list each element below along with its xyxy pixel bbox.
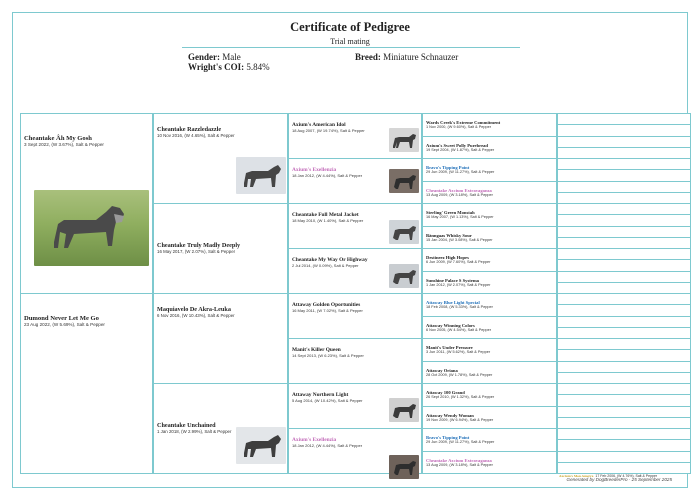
ancestor-name: Maquiavelo De Akra-Leuka — [157, 306, 231, 313]
ancestor-name: Cheantake Unchained — [157, 422, 216, 429]
ancestor-details: 18 Feb 2008, (W 5.33%), Salt & Pepper — [426, 305, 493, 309]
gen2-ancestor-cell[interactable] — [153, 203, 288, 294]
dog-photo-6 — [389, 398, 419, 422]
gen3-ancestor-cell[interactable] — [288, 338, 422, 384]
ancestor-name: Cheantake Axcium Extravaganza — [426, 457, 492, 463]
gen3-ancestor-cell[interactable] — [288, 293, 422, 339]
ancestor-name: Bänngaas Whisky Sour — [426, 232, 472, 238]
ancestor-name: Attaway Golden Oportunities — [292, 302, 361, 308]
gender-label: Gender: — [188, 52, 220, 62]
ancestor-details: 1 Nov 2000, (W 9.60%), Salt & Pepper — [426, 125, 492, 129]
breed-value: Miniature Schnauzer — [383, 52, 459, 62]
gen4-ancestor-cell[interactable] — [422, 113, 557, 137]
gen5-ancestor-cell[interactable] — [557, 462, 691, 478]
breed-row — [355, 52, 458, 62]
ancestor-details: 26 Sept 2010, (W 1.32%), Salt & Pepper — [426, 395, 495, 399]
coi-label: Wright's COI: — [188, 62, 245, 72]
page-title: Certificate of Pedigree — [290, 20, 410, 34]
coi-value: 5.84% — [246, 62, 270, 72]
ancestor-name: Cheantake My Way Or Highway — [292, 257, 368, 263]
gen4-ancestor-cell[interactable] — [422, 271, 557, 295]
ancestor-name: Cheantake Âh My Gosh — [24, 135, 92, 142]
gen4-ancestor-cell[interactable] — [422, 136, 557, 160]
ancestor-details: 17 Feb 2006, (W 4.76%), Salt & Pepper — [595, 473, 658, 478]
gen2-ancestor-cell[interactable] — [153, 293, 288, 384]
ancestor-details: 18 Jan 2012, (W 4.44%), Salt & Pepper — [292, 173, 363, 178]
ancestor-details: 18 May 2010, (W 1.40%), Salt & Pepper — [292, 218, 364, 223]
ancestor-details: 14 Sept 2013, (W 6.23%), Salt & Pepper — [292, 353, 364, 358]
gen4-ancestor-cell[interactable] — [422, 316, 557, 340]
ancestor-details: 6 Nov 2016, (W 10.43%), Salt & Pepper — [157, 313, 235, 318]
ancestor-name: Cheantake Truly Madly Deeply — [157, 242, 241, 249]
ancestor-name: Attaway Blue Light Special — [426, 300, 480, 305]
ancestor-details: 1 Jan 2012, (W 2.07%), Salt & Pepper — [426, 282, 491, 287]
dog-photo-2 — [389, 128, 419, 152]
gen4-ancestor-cell[interactable] — [422, 293, 557, 317]
dog-photo-4 — [389, 220, 419, 244]
ancestor-name: Cheantake Full Metal Jacket — [292, 212, 359, 218]
dog-photo-sire — [34, 190, 149, 266]
header-divider — [182, 47, 520, 48]
ancestor-details: 28 Oct 2009, (W 1.78%), Salt & Pepper — [426, 372, 493, 377]
ancestor-name: Wards Creek's Extreme Commitment — [426, 120, 501, 125]
dog-photo-5 — [389, 264, 419, 288]
gender-value: Male — [222, 52, 241, 62]
ancestor-name: Attaway Northern Light — [292, 392, 349, 398]
schnauzer-silhouette-icon — [34, 190, 149, 266]
coi-row — [188, 62, 270, 72]
ancestor-name: Axcium's Mon Amerra — [559, 473, 594, 478]
gen4-ancestor-cell[interactable] — [422, 203, 557, 227]
ancestor-details: 10 Nov 2016, (W 4.65%), Salt & Pepper — [157, 133, 235, 138]
ancestor-name: Dumond Never Let Me Go — [24, 315, 99, 322]
ancestor-details: 16 May 2017, (W 2.07%), Salt & Pepper — [157, 249, 236, 254]
gen4-ancestor-cell[interactable] — [422, 406, 557, 430]
ancestor-name: Cheantake Razzledazzle — [157, 126, 222, 133]
ancestor-details: 19 Sept 2004, (W 1.87%), Salt & Pepper — [426, 147, 495, 152]
ancestor-details: 16 May 2011, (W 7.02%), Salt & Pepper — [292, 308, 363, 313]
ancestor-details: 19 Nov 2009, (W 6.94%), Salt & Pepper — [426, 417, 494, 422]
ancestor-details: 3 Jun 2011, (W 5.62%), Salt & Pepper — [426, 350, 491, 354]
ancestor-details: 6 Jun 2009, (W 7.60%), Salt & Pepper — [426, 260, 491, 264]
ancestor-details: 23 Aug 2022, (W 5.69%), Salt & Pepper — [24, 322, 105, 327]
dog-photo-7 — [236, 427, 286, 464]
ancestor-name: Bravo's Tipping Point — [426, 435, 470, 440]
ancestor-details: 15 Jan 2004, (W 3.08%), Salt & Pepper — [426, 237, 493, 242]
gen4-ancestor-cell[interactable] — [422, 158, 557, 182]
ancestor-name: Axium's Sweet Polly Purebread — [426, 142, 488, 148]
gen4-ancestor-cell[interactable] — [422, 226, 557, 250]
gen4-ancestor-cell[interactable] — [422, 181, 557, 205]
dog-photo-8 — [389, 455, 419, 479]
ancestor-details: 5 Aug 2014, (W 10.42%), Salt & Pepper — [292, 398, 363, 403]
page-subtitle: Trial mating — [330, 37, 370, 46]
ancestor-details: 13 Aug 2009, (W 3.18%), Salt & Pepper — [426, 462, 493, 467]
dog-photo-1 — [236, 157, 286, 194]
ancestor-details: 18 Jan 2012, (W 4.44%), Salt & Pepper — [292, 443, 363, 448]
ancestor-name: Axium's American Idol — [292, 122, 346, 128]
dog-photo-3 — [389, 169, 419, 193]
ancestor-name: Sterling' Green Monstah — [426, 210, 475, 215]
ancestor-name: Destineez High Hopes — [426, 255, 469, 260]
footer-generated: Generated by DogBreederPro · 25 September 2025 — [566, 477, 672, 482]
ancestor-details: 18 Aug 2007, (W 19.74%), Salt & Pepper — [292, 128, 365, 133]
gen4-ancestor-cell[interactable] — [422, 248, 557, 272]
ancestor-name: Attaway Oriana — [426, 367, 458, 373]
ancestor-details: 1 Jan 2018, (W 2.99%), Salt & Pepper — [157, 429, 232, 434]
breed-label: Breed: — [355, 52, 381, 62]
gender-row — [188, 52, 241, 62]
ancestor-details: 29 Jun 2009, (W 11.27%), Salt & Pepper — [426, 440, 495, 444]
gen4-ancestor-cell[interactable] — [422, 428, 557, 452]
gen4-ancestor-cell[interactable] — [422, 451, 557, 475]
ancestor-name: Bravo's Tipping Point — [426, 165, 470, 170]
ancestor-name: Attaway Winning Colors — [426, 322, 475, 328]
ancestor-details: 3 Sept 2022, (W 3.67%), Salt & Pepper — [24, 142, 104, 147]
ancestor-name: Sunshine Palace S Systema — [426, 277, 479, 283]
ancestor-details: 16 May 2007, (W 1.13%), Salt & Pepper — [426, 215, 494, 219]
ancestor-name: Attaway 100 Grand — [426, 390, 465, 395]
ancestor-name: Axium's Exellenzia — [292, 437, 337, 443]
ancestor-details: 2 Jul 2014, (W 0.09%), Salt & Pepper — [292, 263, 359, 268]
gen1-ancestor-cell[interactable] — [20, 293, 153, 474]
ancestor-details: 13 Aug 2009, (W 3.18%), Salt & Pepper — [426, 192, 493, 197]
gen4-ancestor-cell[interactable] — [422, 383, 557, 407]
gen4-ancestor-cell[interactable] — [422, 338, 557, 362]
gen4-ancestor-cell[interactable] — [422, 361, 557, 385]
ancestor-details: 29 Jun 2009, (W 11.27%), Salt & Pepper — [426, 170, 495, 174]
ancestor-details: 6 Nov 2005, (W 4.54%), Salt & Pepper — [426, 327, 492, 332]
ancestor-name: Manit's Killer Queen — [292, 347, 341, 353]
ancestor-name: Axium's Exellenzia — [292, 167, 337, 173]
ancestor-name: Attaway Wendy Woman — [426, 412, 474, 418]
ancestor-name: Cheantake Axcium Extravaganza — [426, 187, 492, 193]
ancestor-name: Manit's Under Pressure — [426, 345, 473, 350]
